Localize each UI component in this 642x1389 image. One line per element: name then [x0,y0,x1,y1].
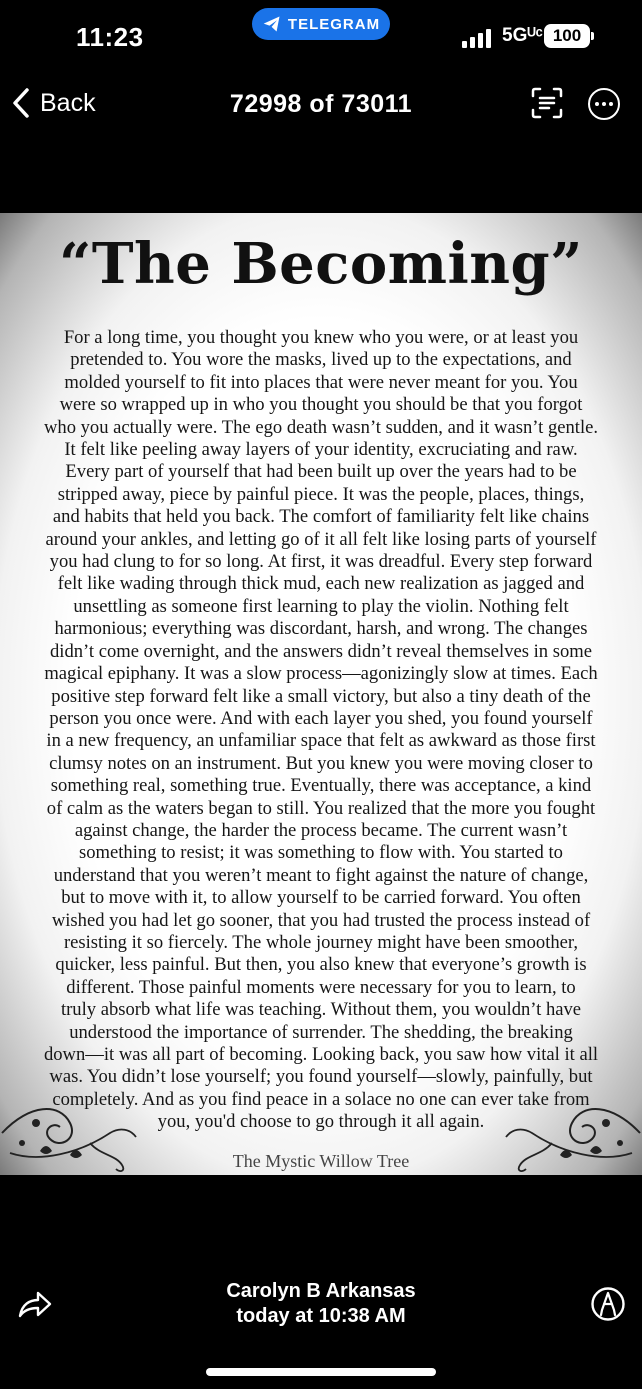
poem-body [12,327,630,1134]
poem-line: quicker, less painful. But then, you also knew that everyone’s growth is [55,954,587,976]
markup-pen-icon[interactable] [590,1286,626,1322]
poem-line: unsettling as someone first learning to play the violin. Nothing felt [73,595,569,617]
poem-signature: The Mystic Willow Tree [232,1151,410,1171]
ellipsis-circle-icon[interactable] [588,88,620,120]
poem-line: didn’t come overnight, and the answers didn’t reveal themselves in some [49,640,592,662]
poem-line: and habits that held you back. The comfort of familiarity felt like chains [52,506,590,528]
poem-line: wished you had let go sooner, that you had trusted the process instead of [51,909,591,931]
poem-line: Every part of yourself that had been built up over the years had to be [65,461,577,483]
poem-line: of calm as the waters began to still. You realized that the more you fought [46,797,596,819]
poem-line: around your ankles, and letting go of it all felt like losing parts of yourself [45,528,597,550]
status-bar [0,0,642,76]
back-label: Back [40,88,96,117]
battery-icon: 100 [544,24,590,48]
poem-line: felt like wading through thick mud, each new realization as jagged and [57,573,585,595]
poem-line: person you once were. And with each layer you shed, you found yourself [49,707,593,729]
network-type: 5Gᵁᶜ [502,25,543,46]
poem-line: It felt like peeling away layers of your identity, excruciating and raw. [64,439,578,461]
return-to-telegram-pill[interactable] [252,8,390,40]
poem-line: in a new frequency, an unfamiliar space that felt as awkward as those first [46,730,596,752]
poem-line: understand that you weren’t meant to fight against the nature of change, [53,864,589,886]
poem-line: you had clung to for so long. At first, it was dreadful. Every step forward [49,551,593,573]
poem-line: but to move with it, to allow yourself to be carried forward. You often [61,887,581,909]
poem-line: was. You didn’t lose yourself; you found yourself—slowly, painfully, but [49,1066,593,1088]
poem-line: who you actually were. The ego death wasn’t sudden, and it wasn’t gentle. [43,416,599,438]
poem-title: “The Becoming” [59,231,583,297]
poem-line: you, you'd choose to go through it all again. [157,1111,485,1133]
poem-line: resisting it so fiercely. The whole journey might have been smoother, [63,931,579,953]
poem-line: something to resist; it was something to flow with. You started to [79,842,563,864]
home-indicator[interactable] [206,1368,436,1376]
poem-line: were so wrapped up in who you thought you should be that you forgot [59,394,583,416]
text-scan-icon[interactable] [530,86,564,120]
poem-line: positive step forward felt like a small victory, but also a tiny death of the [51,685,591,707]
poem-line: clumsy notes on an instrument. But you knew you were moving closer to [49,752,593,774]
poem-line: understood the importance of surrender. The shedding, the breaking [69,1021,573,1043]
message-timestamp: today at 10:38 AM [236,1305,406,1327]
cellular-signal-icon [462,28,491,48]
poem-line: something real, something true. Eventually, there was acceptance, a kind [50,775,592,797]
poem-line: against change, the harder the process became. The current wasn’t [74,819,568,841]
poem-line: stripped away, piece by painful piece. It was the people, places, things, [57,483,585,505]
poem-line: pretended to. You wore the masks, lived up to the expectations, and [70,349,572,371]
poem-line: magical epiphany. It was a slow process—agonizingly slow at times. Each [44,663,598,685]
media-counter: 72998 of 73011 [229,90,413,118]
telegram-label: TELEGRAM [287,15,381,33]
battery-tip [591,32,594,40]
poem-line: down—it was all part of becoming. Looking back, you saw how vital it all [43,1044,599,1065]
poem-line: harmonious; everything was discordant, harsh, and wrong. The changes [54,618,588,640]
photo-viewer-image[interactable] [0,213,642,1175]
poem-line: molded yourself to fit into places that were never meant for you. You [64,371,578,393]
poem-line: completely. And as you find peace in a solace no one can ever take from [52,1088,590,1110]
poem-line: truly absorb what life was teaching. Without them, you wouldn’t have [60,999,582,1021]
poem-line: different. Those painful moments were necessary for you to learn, to [66,976,576,998]
paper-plane-icon [262,14,282,34]
nav-bar [0,78,642,132]
poem-line: For a long time, you thought you knew who you were, or at least you [63,327,579,348]
status-time: 11:23 [76,22,144,52]
sender-name: Carolyn B Arkansas [226,1280,416,1302]
